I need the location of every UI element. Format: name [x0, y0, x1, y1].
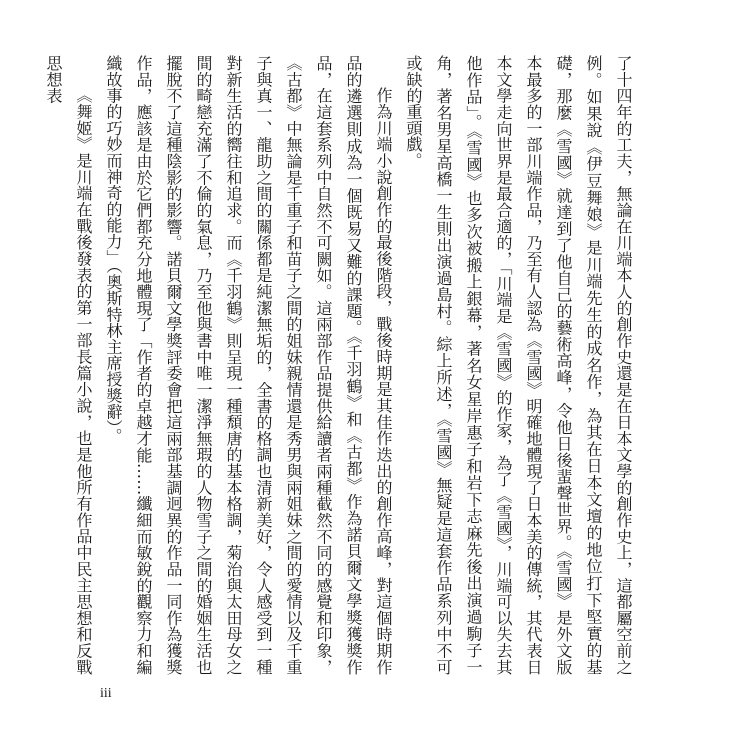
page-number: iii — [100, 686, 112, 701]
paragraph-3: 《舞姬》是川端在戰後發表的第一部長篇小說，也是他所有作品中民主思想和反戰思想表 — [44, 55, 93, 675]
paragraph-1: 了十四年的工夫，無論在川端本人的創作史還是在日本文學的創作史上，這都屬空前之例。如果說《伊豆舞娘》是川端先生的成名作，為其在日本文壇的地位打下堅實的基礎，那麼《雪國》就達到了他自己的藝術高峰，令他日後蜚聲世界。《雪國》是外文版本最多的一部川端作品，乃至有人認為《雪國》明確地體現了日本美的傳統，其代表日本文學走向世界是最合適的，「川端是《雪國》的作家，為了《雪國》，川端可以失去其他作品」。《雪國》也多次被搬上銀幕，著名女星岸惠子和岩下志麻先後出演過駒子一角，著名男星高橋一生則出演過島村。綜上所述，《雪國》無疑是這套作品系列中不可或缺的重頭戲。 — [404, 55, 633, 675]
vertical-text-block — [44, 55, 638, 675]
paragraph-2: 作為川端小說創作的最後階段，戰後時期是其佳作迭出的創作高峰，對這個時期作品的遴選則成為一個既易又難的課題。《千羽鶴》和《古都》作為諾貝爾文學獎獲獎作品，在這套系列中自然不可闕如。這兩部作品提供給讀者兩種截然不同的感覺和印象，《古都》中無論是千重子和苗子之間的姐妹親情還是秀男與兩姐妹之間的愛情以及千重子與真一、龍助之間的關係都是純潔無垢的，全書的格調也清新美好，令人感受到一種對新生活的嚮往和追求。而《千羽鶴》則呈現一種頹唐的基本格調，菊治與太田母女之間的畸戀充滿了不倫的氣息，乃至他與書中唯一潔淨無瑕的人物雪子之間的婚姻生活也擺脫不了這種陰影的影響。諾貝爾文學獎評委會把這兩部基調迥異的作品一同作為獲獎作品，應該是由於它們都充分地體現了「作者的卓越才能……纖細而敏銳的觀察力和編織故事的巧妙而神奇的能力」（奧斯特林主席授獎辭）。 — [104, 55, 393, 675]
